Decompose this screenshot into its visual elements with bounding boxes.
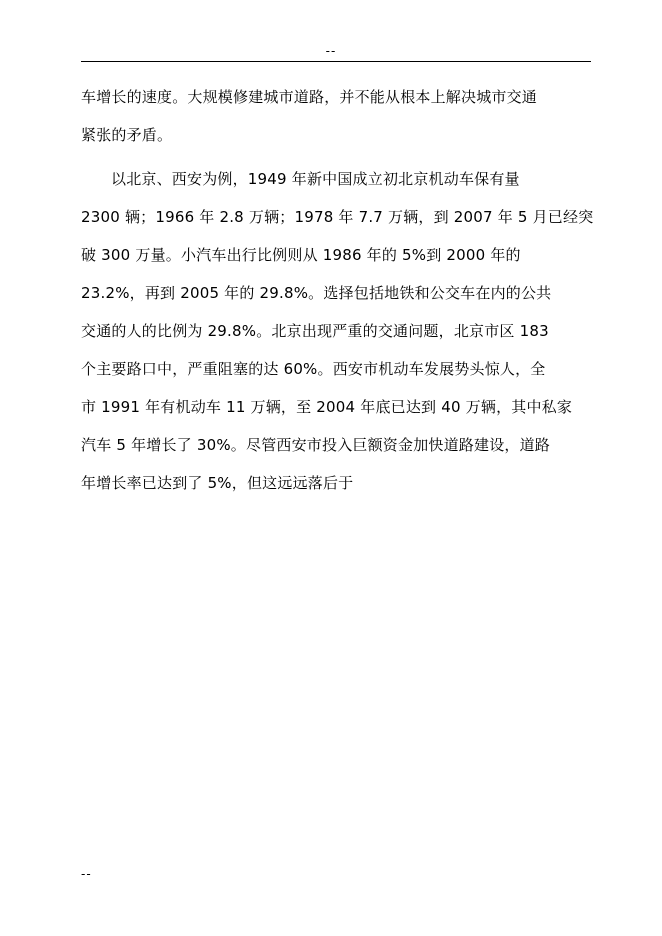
paragraph-line: 个主要路口中，严重阻塞的达 60%。西安市机动车发展势头惊人，全: [81, 360, 546, 378]
paragraph-line: 汽车 5 年增长了 30%。尽管西安市投入巨额资金加快道路建设，道路: [81, 436, 550, 454]
document-body: [81, 78, 601, 502]
paragraph-line: 紧张的矛盾。: [81, 126, 173, 144]
paragraph-line: 2300 辆；1966 年 2.8 万辆；1978 年 7.7 万辆，到 2007 年 5 月已经突: [81, 208, 594, 226]
paragraph-line: 车增长的速度。大规模修建城市道路，并不能从根本上解决城市交通: [81, 88, 538, 106]
paragraph-line: 以北京、西安为例，1949 年新中国成立初北京机动车保有量: [111, 170, 520, 188]
paragraph-line: 23.2%，再到 2005 年的 29.8%。选择包括地铁和公交车在内的公共: [81, 284, 552, 302]
paragraph-line: 交通的人的比例为 29.8%。北京出现严重的交通问题，北京市区 183: [81, 322, 549, 340]
footer-mark: --: [81, 867, 92, 881]
paragraph-line: 市 1991 年有机动车 11 万辆，至 2004 年底已达到 40 万辆，其中私家: [81, 398, 573, 416]
paragraph-1: [81, 78, 601, 154]
paragraph-line: 年增长率已达到了 5%，但这远远落后于: [81, 474, 354, 492]
paragraph-2: [81, 160, 601, 502]
header-rule: [81, 61, 591, 62]
paragraph-line: 破 300 万量。小汽车出行比例则从 1986 年的 5%到 2000 年的: [81, 246, 521, 264]
header-mark: --: [325, 44, 337, 58]
